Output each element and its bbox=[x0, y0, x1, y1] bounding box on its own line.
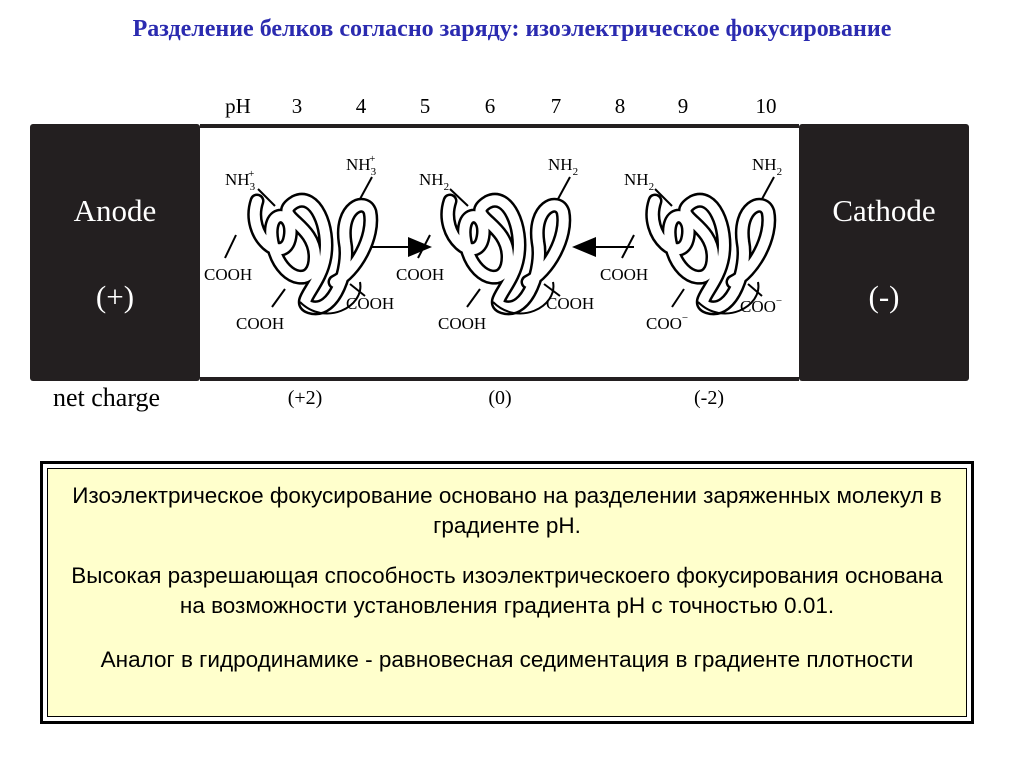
ph-value: 10 bbox=[755, 94, 777, 118]
carboxylate-group: COO bbox=[646, 314, 682, 333]
amino-group: NH bbox=[752, 155, 777, 174]
info-paragraph: Высокая разрешающая способность изоэлектрическоего фокусирования основана на возможности установления градиента pH с точностью 0.01. bbox=[71, 563, 943, 618]
anode-sign: (+) bbox=[95, 279, 135, 314]
ph-label: pH bbox=[225, 94, 251, 118]
protein-molecule-neutral bbox=[396, 155, 594, 333]
ph-value: 8 bbox=[614, 94, 626, 118]
net-charge-value: (-2) bbox=[694, 387, 724, 409]
ph-value: 5 bbox=[419, 94, 431, 118]
protein-molecule-negative bbox=[600, 155, 782, 333]
carboxyl-group: COOH bbox=[346, 294, 395, 313]
svg-text:COO−: COO− bbox=[646, 312, 689, 333]
anode-panel bbox=[30, 124, 200, 381]
slide-title: Разделение белков согласно заряду: изоэлектрическое фокусирование bbox=[132, 16, 892, 42]
svg-text:NH2: $NH_2$ bbox=[624, 170, 655, 193]
carboxyl-group: COOH bbox=[546, 294, 595, 313]
svg-text:NH3+: $NH_3+$ bbox=[346, 153, 377, 178]
protein-diagram bbox=[200, 124, 799, 381]
amino-group: NH bbox=[419, 170, 444, 189]
ph-value: 9 bbox=[677, 94, 689, 118]
amino-group: NH bbox=[346, 155, 371, 174]
info-paragraph: Аналог в гидродинамике - равновесная седиментация в градиенте плотности bbox=[100, 647, 914, 672]
carboxyl-group: COOH bbox=[204, 265, 253, 284]
svg-text:COO−: COO− bbox=[740, 295, 783, 316]
cathode-panel bbox=[799, 124, 969, 381]
carboxyl-group: COOH bbox=[396, 265, 445, 284]
carboxyl-group: COOH bbox=[600, 265, 649, 284]
svg-text:NH3+: $NH_3+$ bbox=[225, 168, 256, 193]
info-box-inner bbox=[47, 468, 967, 717]
carboxylate-group: COO bbox=[740, 297, 776, 316]
gel-area bbox=[200, 124, 799, 381]
ph-value: 7 bbox=[550, 94, 562, 118]
svg-text:NH2: $NH_2$ bbox=[752, 155, 783, 178]
ph-value: 3 bbox=[291, 94, 303, 118]
cathode-label: Cathode bbox=[832, 193, 936, 228]
net-charge-value: (0) bbox=[488, 387, 512, 409]
ph-value: 6 bbox=[484, 94, 496, 118]
amino-group: NH bbox=[225, 170, 250, 189]
net-charge-value: (+2) bbox=[287, 387, 323, 409]
carboxyl-group: COOH bbox=[236, 314, 285, 333]
ph-value: 4 bbox=[355, 94, 367, 118]
svg-text:NH2: $NH_2$ bbox=[548, 155, 579, 178]
svg-text:NH2: $NH_2$ bbox=[419, 170, 450, 193]
amino-group: NH bbox=[624, 170, 649, 189]
amino-group: NH bbox=[548, 155, 573, 174]
carboxyl-group: COOH bbox=[438, 314, 487, 333]
info-box bbox=[40, 461, 974, 724]
anode-label: Anode bbox=[73, 193, 157, 228]
cathode-sign: (-) bbox=[868, 279, 900, 314]
info-paragraph: Изоэлектрическое фокусирование основано на разделении заряженных молекул в градиенте pH. bbox=[72, 483, 942, 538]
net-charge-label: net charge bbox=[53, 383, 161, 412]
protein-molecule-positive bbox=[204, 153, 394, 333]
